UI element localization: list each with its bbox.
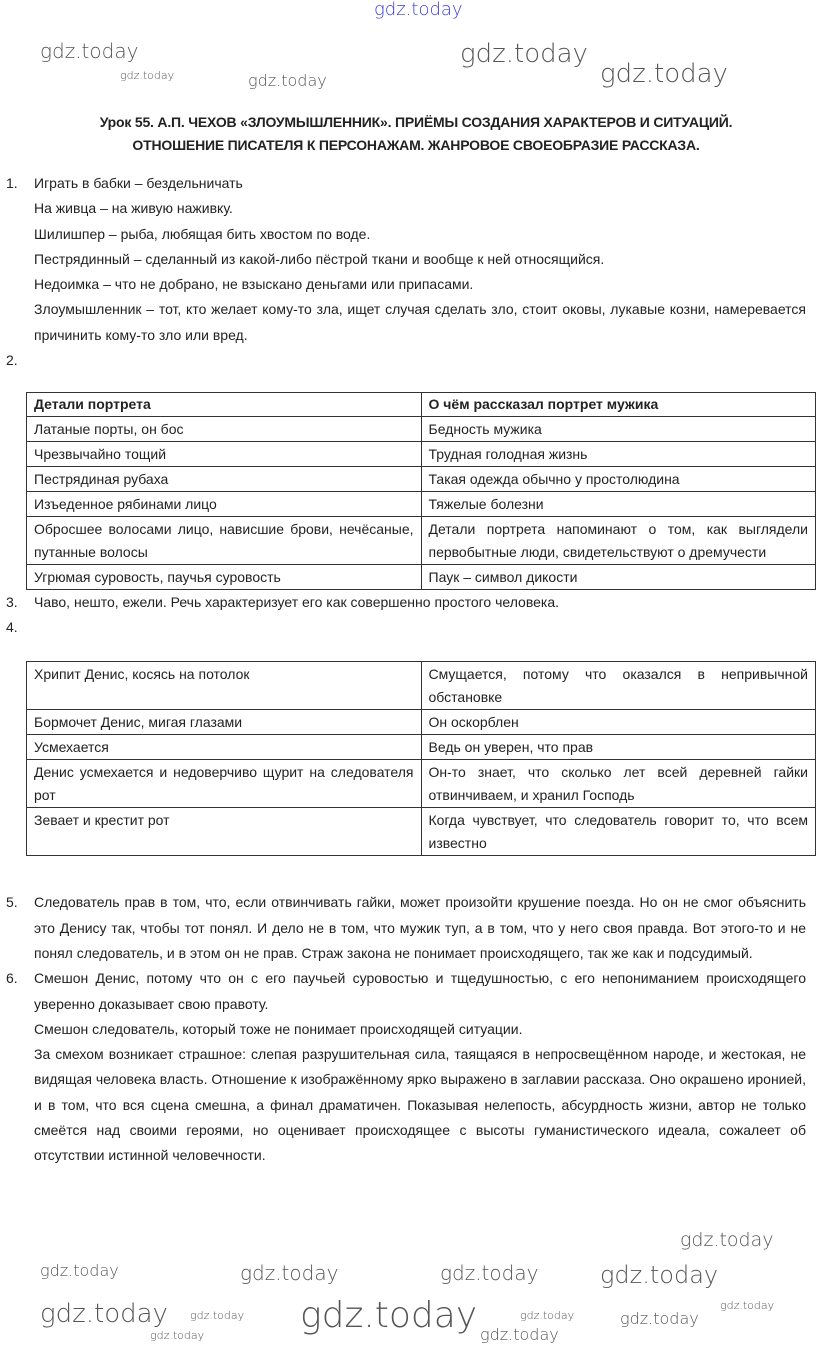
portrait-table [26,392,816,590]
table-cell: Когда чувствует, что следователь говорит то, что всем известно [421,808,816,856]
table-cell: Хрипит Денис, косясь на потолок [27,662,422,710]
document-body [0,111,832,1169]
table-cell: Такая одежда обычно у простолюдина [421,467,816,492]
watermark: gdz.today [600,1261,719,1289]
table-cell: Изъеденное рябинами лицо [27,492,422,517]
vocab-line: Недоимка – что не добрано, не взыскано деньгами или припасами. [34,276,474,293]
behavior-table [26,661,816,856]
table-cell: Ведь он уверен, что прав [421,735,816,760]
item-number-3: 3. [6,594,18,611]
table-cell: Денис усмехается и недоверчиво щурит на следователя рот [27,760,422,808]
table-cell: Зевает и крестит рот [27,808,422,856]
watermark: gdz.today [120,69,175,82]
page-title-line-1: Урок 55. А.П. ЧЕХОВ «ЗЛОУМЫШЛЕННИК». ПРИЁМЫ СОЗДАНИЯ ХАРАКТЕРОВ И СИТУАЦИЙ. [99,114,733,130]
table-cell: Детали портрета напоминают о том, как выглядели первобытные люди, свидетельствуют о дремучести [421,517,816,565]
watermark: gdz.today [150,1329,205,1342]
table-cell: Он-то знает, что сколько лет всей деревней гайки отвинчиваем, и хранил Господь [421,760,816,808]
item-number-4: 4. [6,619,18,636]
table-row [27,760,816,808]
watermark: gdz.today [40,1261,119,1280]
item-5-text: Следователь прав в том, что, если отвинчивать гайки, может произойти крушение поезда. Но он не смог объяснить это Денису так, чтобы тот понял. И дело не в том, что мужик туп, а в том, что у него своя правда. Вот этого-то и не понял следователь, и в этом он не прав. Страж закона не понимает происходящего, так же как и подсудимый. [34,894,806,961]
table-cell: Пестрядиная рубаха [27,467,422,492]
vocab-line: Пестрядинный – сделанный из какой-либо пёстрой ткани и вообще к ней относящийся. [34,250,605,267]
item-number-2: 2. [6,352,18,369]
table-cell: Бормочет Денис, мигая глазами [27,710,422,735]
table-cell: Обросшее волосами лицо, нависшие брови, нечёсаные, путанные волосы [27,517,422,565]
item-3-text: Чаво, нешто, ежели. Речь характеризует его как совершенно простого человека. [34,594,560,611]
watermark: gdz.today [680,1229,774,1251]
vocab-line: На живца – на живую наживку. [34,200,233,217]
watermark: gdz.today [720,1299,775,1312]
table-header: О чём рассказал портрет мужика [421,393,816,417]
item-3 [0,590,806,615]
watermark: gdz.today [620,1309,699,1328]
table-row [27,565,816,590]
vocab-line: Шилишпер – рыба, любящая бить хвостом по воде. [34,225,371,242]
watermark: gdz.today [600,59,728,89]
table-cell: Чрезвычайно тощий [27,442,422,467]
header-watermark: gdz.today [374,0,463,20]
table-row [27,808,816,856]
table-header-row [27,393,816,417]
table-row [27,417,816,442]
table-row [27,735,816,760]
table-header: Детали портрета [27,393,422,417]
table-cell: Он оскорблен [421,710,816,735]
table-row [27,442,816,467]
table-row [27,492,816,517]
watermark: gdz.today [480,1325,559,1344]
page-title [0,111,832,157]
watermark: gdz.today [240,1261,339,1285]
watermark: gdz.today [40,1299,168,1329]
table-cell: Бедность мужика [421,417,816,442]
table-cell: Угрюмая суровость, паучья суровость [27,565,422,590]
item-number-6: 6. [6,970,18,987]
table-row [27,517,816,565]
item-2 [0,348,806,392]
watermark: gdz.today [40,39,139,63]
paragraph: За смехом возникает страшное: слепая разрушительная сила, таящаяся в непросвещённом народе, и жестокая, не видящая человека власть. Отношение к изображённому ярко выражено в заглавии рассказа. Оно окрашено иронией, и в том, что вся сцена смешна, а финал драматичен. Показывая нелепость, абсурдность жизни, автор не только смеётся над своими героями, но оценивает происходящее с высоты гуманистического идеала, сожалеет об отсутствии истинной человечности. [34,1046,806,1164]
table-cell: Тяжелые болезни [421,492,816,517]
item-6-text [0,966,806,1168]
vocab-line: Злоумышленник – тот, кто желает кому-то зла, ищет случая сделать зло, стоит оковы, лукавые козни, намеревается причинить кому-то зло или вред. [34,301,806,343]
vocab-line: Играть в бабки – бездельничать [34,175,243,191]
watermark: gdz.today [460,39,588,69]
table-row [27,710,816,735]
item-number-1: 1. [6,175,18,191]
table-row [27,662,816,710]
table-cell: Латаные порты, он бос [27,417,422,442]
paragraph: Смешон следователь, который тоже не понимает происходящей ситуации. [34,1020,523,1037]
table-cell: Трудная голодная жизнь [421,442,816,467]
item-5 [0,890,806,966]
watermark: gdz.today [248,71,327,90]
item-1-vocabulary [0,171,806,348]
table-cell: Паук – символ дикости [421,565,816,590]
page-title-line-2: ОТНОШЕНИЕ ПИСАТЕЛЯ К ПЕРСОНАЖАМ. ЖАНРОВОЕ СВОЕОБРАЗИЕ РАССКАЗА. [132,137,700,153]
watermark: gdz.today [520,1309,575,1322]
item-4 [0,615,806,661]
item-number-5: 5. [6,894,18,911]
watermark: gdz.today [440,1261,539,1285]
table-cell: Смущается, потому что оказался в непривычной обстановке [421,662,816,710]
table-row [27,467,816,492]
table-cell: Усмехается [27,735,422,760]
watermark: gdz.today [190,1309,245,1322]
paragraph: Смешон Денис, потому что он с его паучьей суровостью и тщедушностью, с его непониманием происходящего уверенно доказывает свою правоту. [34,970,806,1012]
watermark: gdz.today [300,1295,478,1336]
